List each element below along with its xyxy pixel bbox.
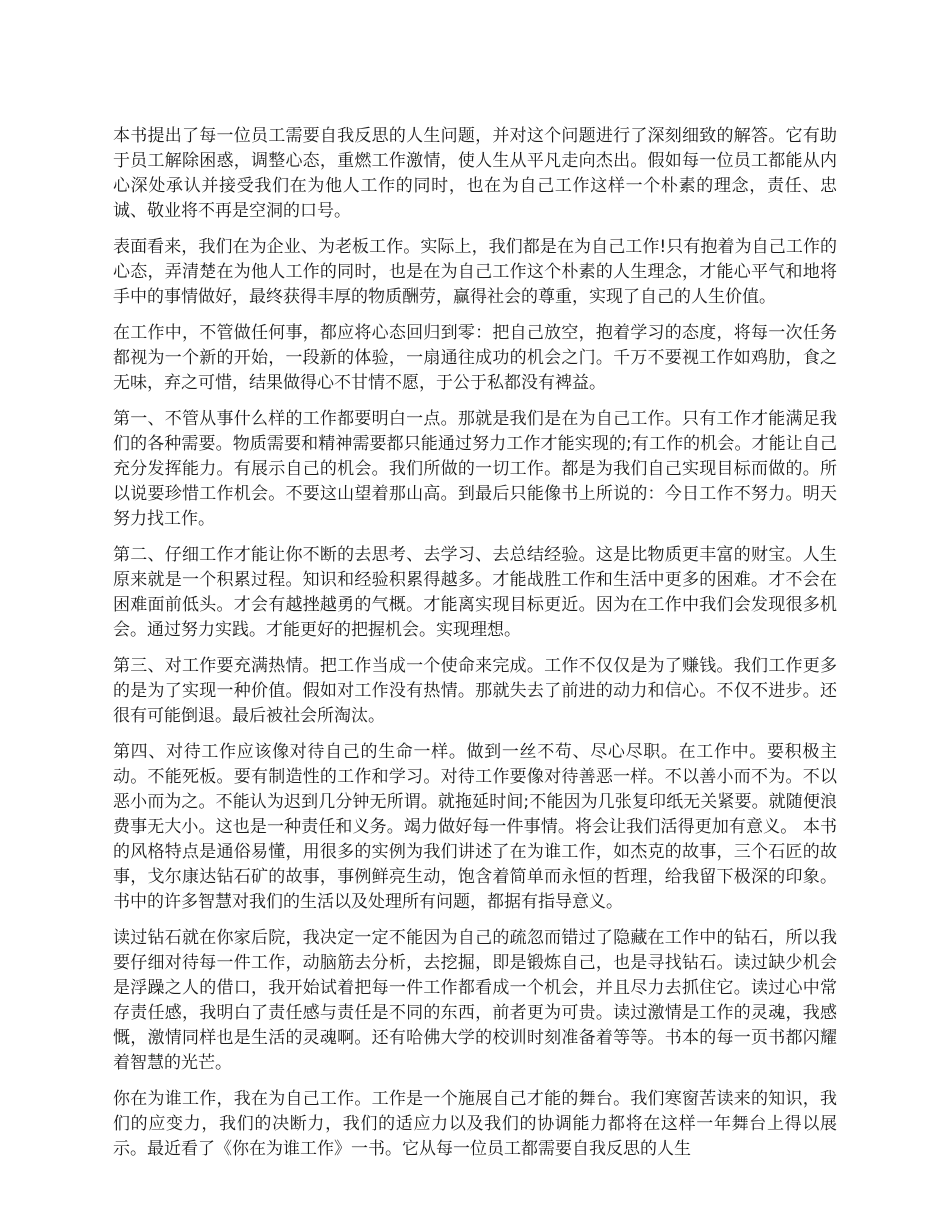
paragraph-3: 在工作中，不管做任何事，都应将心态回归到零：把自己放空，抱着学习的态度，将每一次任务都视为一个新的开始，一段新的体验，一扇通往成功的机会之门。千万不要视工作如鸡肋，食之无味，弃之可惜，结果做得心不甘情不愿，于公于私都没有裨益。 — [113, 323, 837, 393]
paragraph-1: 本书提出了每一位员工需要自我反思的人生问题，并对这个问题进行了深刻细致的解答。它有助于员工解除困惑，调整心态，重燃工作激情，使人生从平凡走向杰出。假如每一位员工都能从内心深处承认并接受我们在为他人工作的同时，也在为自己工作这样一个朴素的理念，责任、忠诚、敬业将不再是空洞的口号。 — [113, 126, 837, 221]
paragraph-5: 第二、仔细工作才能让你不断的去思考、去学习、去总结经验。这是比物质更丰富的财宝。人生原来就是一个积累过程。知识和经验积累得越多。才能战胜工作和生活中更多的困难。才不会在困难面前低头。才会有越挫越勇的气概。才能离实现目标更近。因为在工作中我们会发现很多机会。通过努力实践。才能更好的把握机会。实现理想。 — [113, 545, 837, 640]
paragraph-9: 你在为谁工作，我在为自己工作。工作是一个施展自己才能的舞台。我们寒窗苦读来的知识，我们的应变力，我们的决断力，我们的适应力以及我们的协调能力都将在这样一年舞台上得以展示。最近看了《你在为谁工作》一书。它从每一位员工都需要自我反思的人生 — [113, 1089, 837, 1159]
paragraph-2: 表面看来，我们在为企业、为老板工作。实际上，我们都是在为自己工作!只有抱着为自己工作的心态，弄清楚在为他人工作的同时，也是在为自己工作这个朴素的人生理念，才能心平气和地将手中的事情做好，最终获得丰厚的物质酬劳，赢得社会的尊重，实现了自己的人生价值。 — [113, 237, 837, 307]
paragraph-7: 第四、对待工作应该像对待自己的生命一样。做到一丝不苟、尽心尽职。在工作中。要积极主动。不能死板。要有制造性的工作和学习。对待工作要像对待善恶一样。不以善小而不为。不以恶小而为之。不能认为迟到几分钟无所谓。就拖延时间;不能因为几张复印纸无关紧要。就随便浪费事无大小。这也是一种责任和义务。竭力做好每一件事情。将会让我们活得更加有意义。 本书的风格特点是通俗易懂，用很多的实例为我们讲述了在为谁工作，如杰克的故事，三个石匠的故事，戈尔康达钻石矿的故事，事例鲜亮生动，饱含着简单而永恒的哲理，给我留下极深的印象。书中的许多智慧对我们的生活以及处理所有问题，都据有指导意义。 — [113, 742, 837, 912]
document-body — [113, 124, 837, 1173]
paragraph-6: 第三、对工作要充满热情。把工作当成一个使命来完成。工作不仅仅是为了赚钱。我们工作更多的是为了实现一种价值。假如对工作没有热情。那就失去了前进的动力和信心。不仅不进步。还很有可能倒退。最后被社会所淘汰。 — [113, 656, 837, 726]
paragraph-4: 第一、不管从事什么样的工作都要明白一点。那就是我们是在为自己工作。只有工作才能满足我们的各种需要。物质需要和精神需要都只能通过努力工作才能实现的;有工作的机会。才能让自己充分发挥能力。有展示自己的机会。我们所做的一切工作。都是为我们自己实现目标而做的。所以说要珍惜工作机会。不要这山望着那山高。到最后只能像书上所说的：今日工作不努力。明天努力找工作。 — [113, 409, 837, 529]
paragraph-8: 读过钻石就在你家后院，我决定一定不能因为自己的疏忽而错过了隐藏在工作中的钻石，所以我要仔细对待每一件工作，动脑筋去分析，去挖掘，即是锻炼自己，也是寻找钻石。读过缺少机会是浮躁之人的借口，我开始试着把每一件工作都看成一个机会，并且尽力去抓住它。读过心中常存责任感，我明白了责任感与责任是不同的东西，前者更为可贵。读过激情是工作的灵魂，我感慨，激情同样也是生活的灵魂啊。还有哈佛大学的校训时刻准备着等等。书本的每一页书都闪耀着智慧的光芒。 — [113, 928, 837, 1073]
